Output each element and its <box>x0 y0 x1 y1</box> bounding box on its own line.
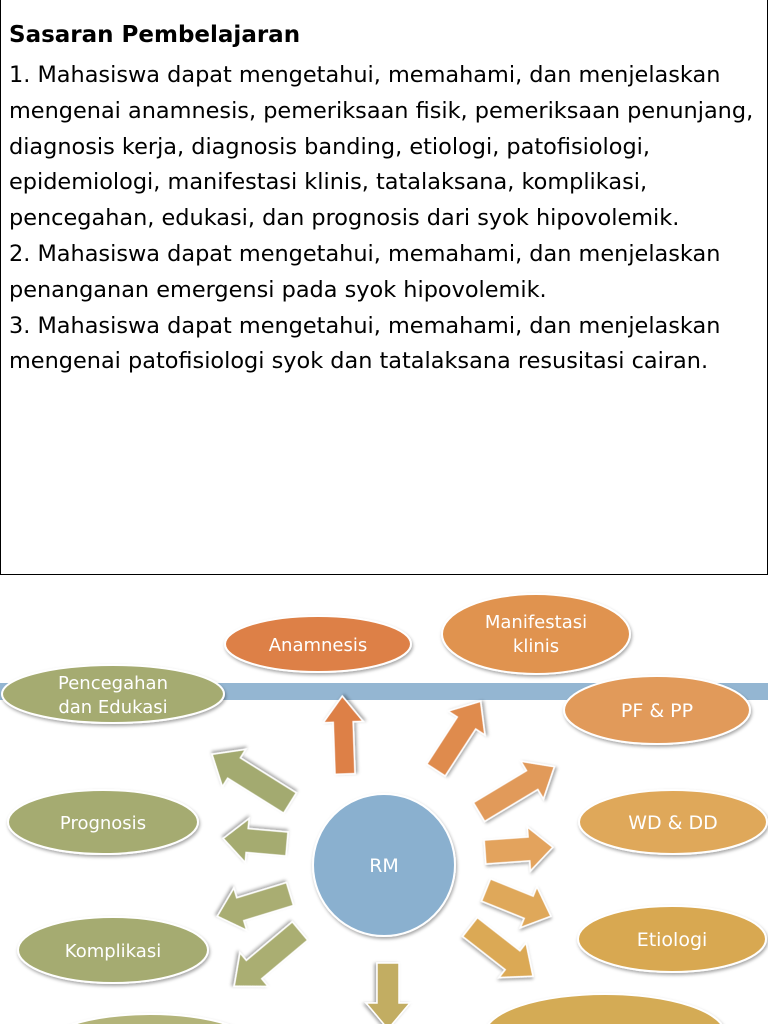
node-pf-pp-label: PF & PP <box>620 700 694 722</box>
node-pencegahan-label-line2: dan Edukasi <box>58 697 168 718</box>
concept-map-slide <box>0 582 768 1024</box>
node-manifestasi-label-line1: Manifestasi <box>484 612 588 633</box>
node-wd-dd-label: WD & DD <box>628 812 718 834</box>
center-node <box>313 794 455 936</box>
node-manifestasi-klinis <box>442 594 630 674</box>
arrow-down <box>366 963 410 1024</box>
objective-1: 1. Mahasiswa dapat mengetahui, memahami, dan menjelaskan mengenai anamnesis, pemeriksaan fisik, pemeriksaan penunjang, diagnosis kerja, diagnosis banding, etiologi, patofisiologi, epidemiologi, manifestasi klinis, tatalaksana, komplikasi, pencegahan, edukasi, dan prognosis dari syok hipovolemik. <box>9 62 754 232</box>
node-anamnesis <box>225 616 411 672</box>
node-bottom-right-partial <box>485 994 725 1024</box>
arrow-right <box>483 825 554 874</box>
node-anamnesis-label: Anamnesis <box>268 635 368 656</box>
objective-3: 3. Mahasiswa dapat mengetahui, memahami, dan menjelaskan mengenai patofisiologi syok dan tatalaksana resusitasi cairan. <box>9 312 721 375</box>
node-prognosis-label: Prognosis <box>59 813 147 834</box>
concept-map-diagram <box>0 582 768 1024</box>
node-pencegahan-label-line1: Pencegahan <box>58 673 168 694</box>
node-prognosis <box>8 790 198 854</box>
node-etiologi-label: Etiologi <box>636 929 708 951</box>
center-label: RM <box>369 855 399 877</box>
arrow-down-left <box>220 914 314 1003</box>
slide-title: Sasaran Pembelajaran <box>9 22 301 48</box>
objective-2: 2. Mahasiswa dapat mengetahui, memahami, dan menjelaskan penanganan emergensi pada syok hipovolemik. <box>9 240 721 303</box>
node-etiologi <box>578 906 766 972</box>
arrow-left <box>221 817 289 866</box>
node-komplikasi-label: Komplikasi <box>64 941 162 962</box>
node-pf-pp <box>564 676 750 744</box>
arrow-right-upper <box>468 748 566 831</box>
node-bottom-left-partial <box>40 1014 260 1024</box>
node-komplikasi <box>18 917 208 983</box>
node-pencegahan-edukasi <box>2 665 224 723</box>
objectives-list <box>9 58 761 380</box>
arrow-up-right <box>418 689 500 782</box>
arrow-left-lower <box>211 873 297 937</box>
node-wd-dd <box>579 790 767 854</box>
arrow-up-left <box>200 736 301 822</box>
arrow-up <box>322 695 365 774</box>
node-manifestasi-label-line2: klinis <box>512 636 560 657</box>
